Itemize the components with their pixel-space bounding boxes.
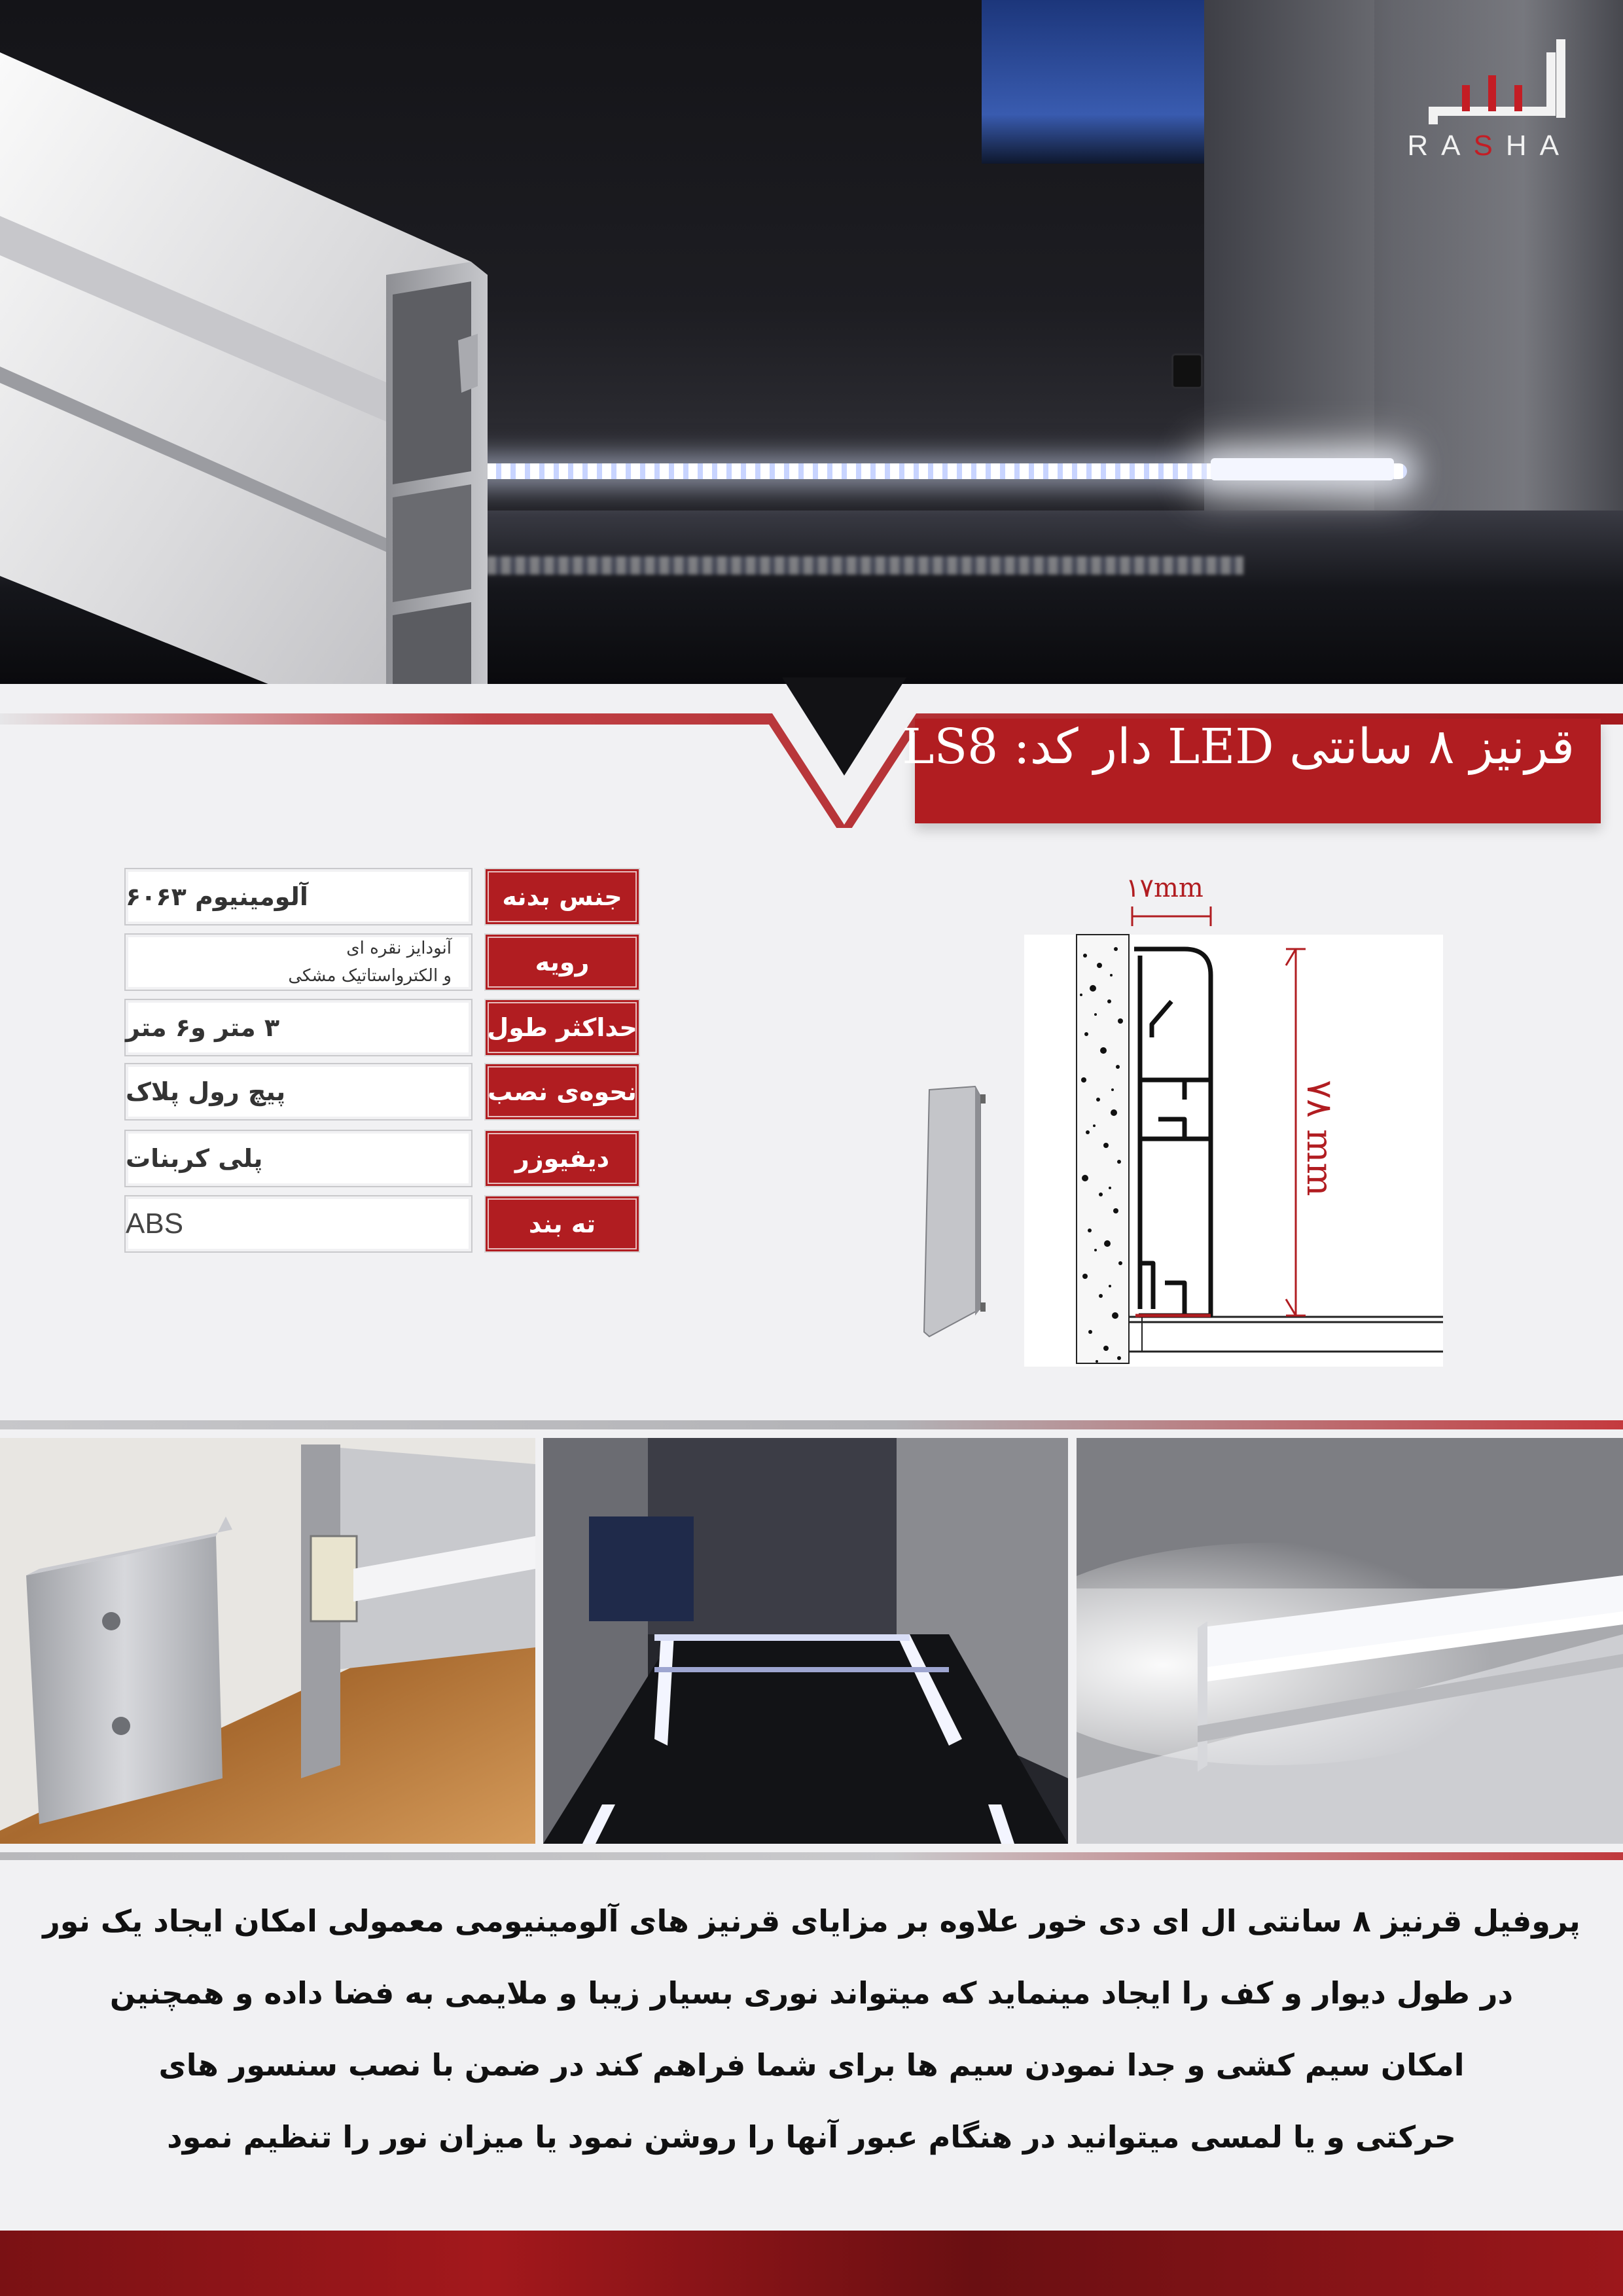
spec-label: ته بند <box>484 1195 640 1253</box>
spec-label: رویه <box>484 933 640 991</box>
product-description <box>26 1885 1597 2173</box>
spec-label: حداکثر طول <box>484 999 640 1056</box>
spec-value: ۳ متر و۶ متر <box>124 999 473 1056</box>
title-banner <box>902 719 1601 823</box>
gallery-photo-hallway <box>543 1438 1068 1844</box>
product-title: قرنیز ۸ سانتی LED دار کد: LS8 <box>902 719 1575 775</box>
spec-label: نحوه‌ی نصب <box>484 1063 640 1121</box>
gallery-photo-mounting <box>0 1438 535 1844</box>
spec-value-line: آنودایز نقره ای <box>346 939 452 958</box>
end-cap-icon <box>924 1086 986 1336</box>
rasha-logo-icon <box>1427 33 1577 124</box>
spec-value <box>124 933 473 991</box>
description-line: پروفیل قرنیز ۸ سانتی ال ای دی خور علاوه بر مزایای قرنیز های آلومینیومی معمولی امکان ایجاد یک نور <box>43 1903 1580 1939</box>
spec-label: دیفیوزر <box>484 1130 640 1187</box>
description-line: امکان سیم کشی و جدا نمودن سیم ها برای شما فراهم کند در ضمن با نصب سنسور های <box>158 2047 1465 2083</box>
spec-value-line: و الکترواستاتیک مشکی <box>288 966 452 986</box>
led-strip-glow <box>1211 458 1394 480</box>
spec-row-install <box>124 1063 641 1123</box>
depth-dimension <box>1132 906 1211 926</box>
spec-row-finish <box>124 933 641 994</box>
spec-value: پلی کربنات <box>124 1130 473 1187</box>
gallery-top-divider <box>0 1420 1623 1429</box>
height-label: ۷۸ mm <box>1299 1080 1340 1196</box>
technical-drawing <box>910 864 1466 1374</box>
gallery-bottom-divider <box>0 1852 1623 1860</box>
description-line: در طول دیوار و کف را ایجاد مینماید که میتواند نوری بسیار زیبا و ملایمی به فضا داده و همچنین <box>109 1975 1514 2011</box>
footer-bar <box>0 2231 1623 2296</box>
spec-value: پیچ رول پلاک <box>124 1063 473 1121</box>
spec-value: آلومینیوم ۶۰۶۳ <box>124 868 473 925</box>
aluminium-profile-render <box>0 0 589 684</box>
rasha-logo <box>1407 26 1597 170</box>
logo-wordmark: RASHA <box>1407 130 1572 162</box>
spec-row-length <box>124 999 641 1059</box>
wall-section <box>1077 935 1129 1363</box>
spec-row-body <box>124 868 641 928</box>
spec-row-diffuser <box>124 1130 641 1190</box>
spec-label: جنس بدنه <box>484 868 640 925</box>
wall-socket-icon <box>1171 353 1203 389</box>
hero-photo <box>0 0 1623 684</box>
description-line: حرکتی و یا لمسی میتوانید در هنگام عبور آنها را روشن نمود یا میزان نور را تنظیم نمود <box>167 2119 1456 2155</box>
depth-label: ۱۷mm <box>1126 873 1204 903</box>
spec-row-endcap <box>124 1195 641 1255</box>
spec-value: ABS <box>124 1195 473 1253</box>
hero-window <box>982 0 1217 164</box>
gallery-photo-glow <box>1077 1438 1623 1844</box>
